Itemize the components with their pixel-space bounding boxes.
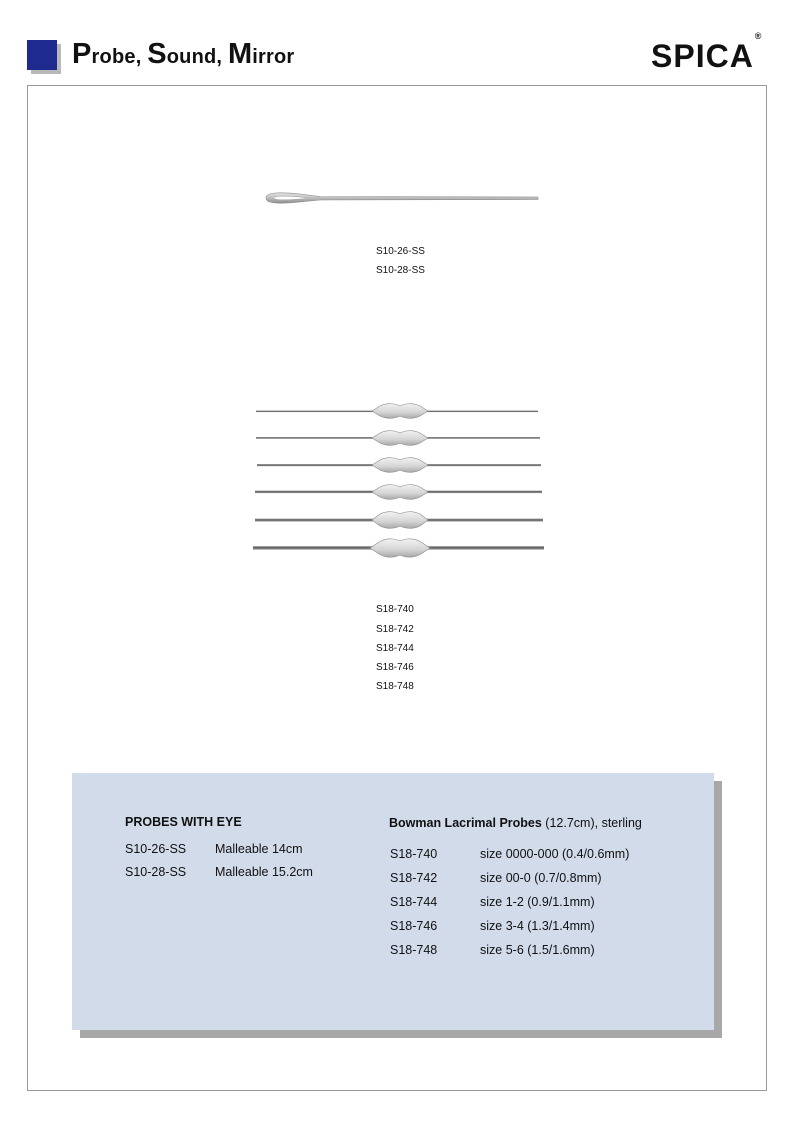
panel-right-desc-4: size 3-4 (1.3/1.4mm) xyxy=(480,919,595,933)
title-rest-1: robe xyxy=(91,46,136,68)
panel-right-code-1: S18-740 xyxy=(390,847,438,861)
panel-right-code-4: S18-746 xyxy=(390,919,438,933)
panel-left-desc-1: Malleable 14cm xyxy=(215,842,303,856)
header-square-icon xyxy=(27,40,57,70)
eye-probe-image xyxy=(260,188,545,208)
title-rest-3: irror xyxy=(252,46,295,68)
panel-left-code-1: S10-26-SS xyxy=(125,842,187,856)
bowman-code-2: S18-742 xyxy=(376,624,414,635)
brand-name: SPICA xyxy=(651,38,754,74)
bowman-probe-6 xyxy=(253,539,544,557)
panel-left-code-2: S10-28-SS xyxy=(125,865,187,879)
panel-right-title-rest: (12.7cm), sterling xyxy=(541,816,642,830)
title-initial-1: P xyxy=(72,38,92,70)
panel-right-title xyxy=(389,816,642,830)
bowman-probe-5 xyxy=(255,512,543,529)
eye-probe-code-2: S10-28-SS xyxy=(376,265,425,276)
brand-registered-mark: ® xyxy=(754,31,763,42)
panel-right-desc-2: size 00-0 (0.7/0.8mm) xyxy=(480,871,602,885)
title-initial-3: M xyxy=(227,38,253,70)
panel-right-desc-1: size 0000-000 (0.4/0.6mm) xyxy=(480,847,630,861)
panel-right-code-2: S18-742 xyxy=(390,871,438,885)
bowman-code-3: S18-744 xyxy=(376,643,414,654)
panel-right-desc-5: size 5-6 (1.5/1.6mm) xyxy=(480,943,595,957)
eye-probe-code-1: S10-26-SS xyxy=(376,246,425,257)
bowman-probe-1 xyxy=(256,404,538,419)
bowman-probe-3 xyxy=(257,458,541,473)
panel-right-desc-3: size 1-2 (0.9/1.1mm) xyxy=(480,895,595,909)
bowman-code-5: S18-748 xyxy=(376,681,414,692)
bowman-probe-2 xyxy=(256,431,540,446)
title-sep-2: , xyxy=(216,46,228,68)
panel-right-code-3: S18-744 xyxy=(390,895,438,909)
title-sep-1: , xyxy=(135,46,148,68)
title-initial-2: S xyxy=(147,38,167,70)
title-rest-2: ound xyxy=(166,46,217,68)
page-title xyxy=(72,38,294,71)
bowman-code-4: S18-746 xyxy=(376,662,414,673)
panel-right-code-5: S18-748 xyxy=(390,943,438,957)
panel-left-title: PROBES WITH EYE xyxy=(125,815,242,829)
bowman-probes-image xyxy=(252,398,547,563)
bowman-probe-4 xyxy=(255,485,542,500)
panel-right-title-bold: Bowman Lacrimal Probes xyxy=(389,816,542,830)
brand-logo xyxy=(651,31,763,75)
panel-left-desc-2: Malleable 15.2cm xyxy=(215,865,313,879)
bowman-code-1: S18-740 xyxy=(376,604,414,615)
